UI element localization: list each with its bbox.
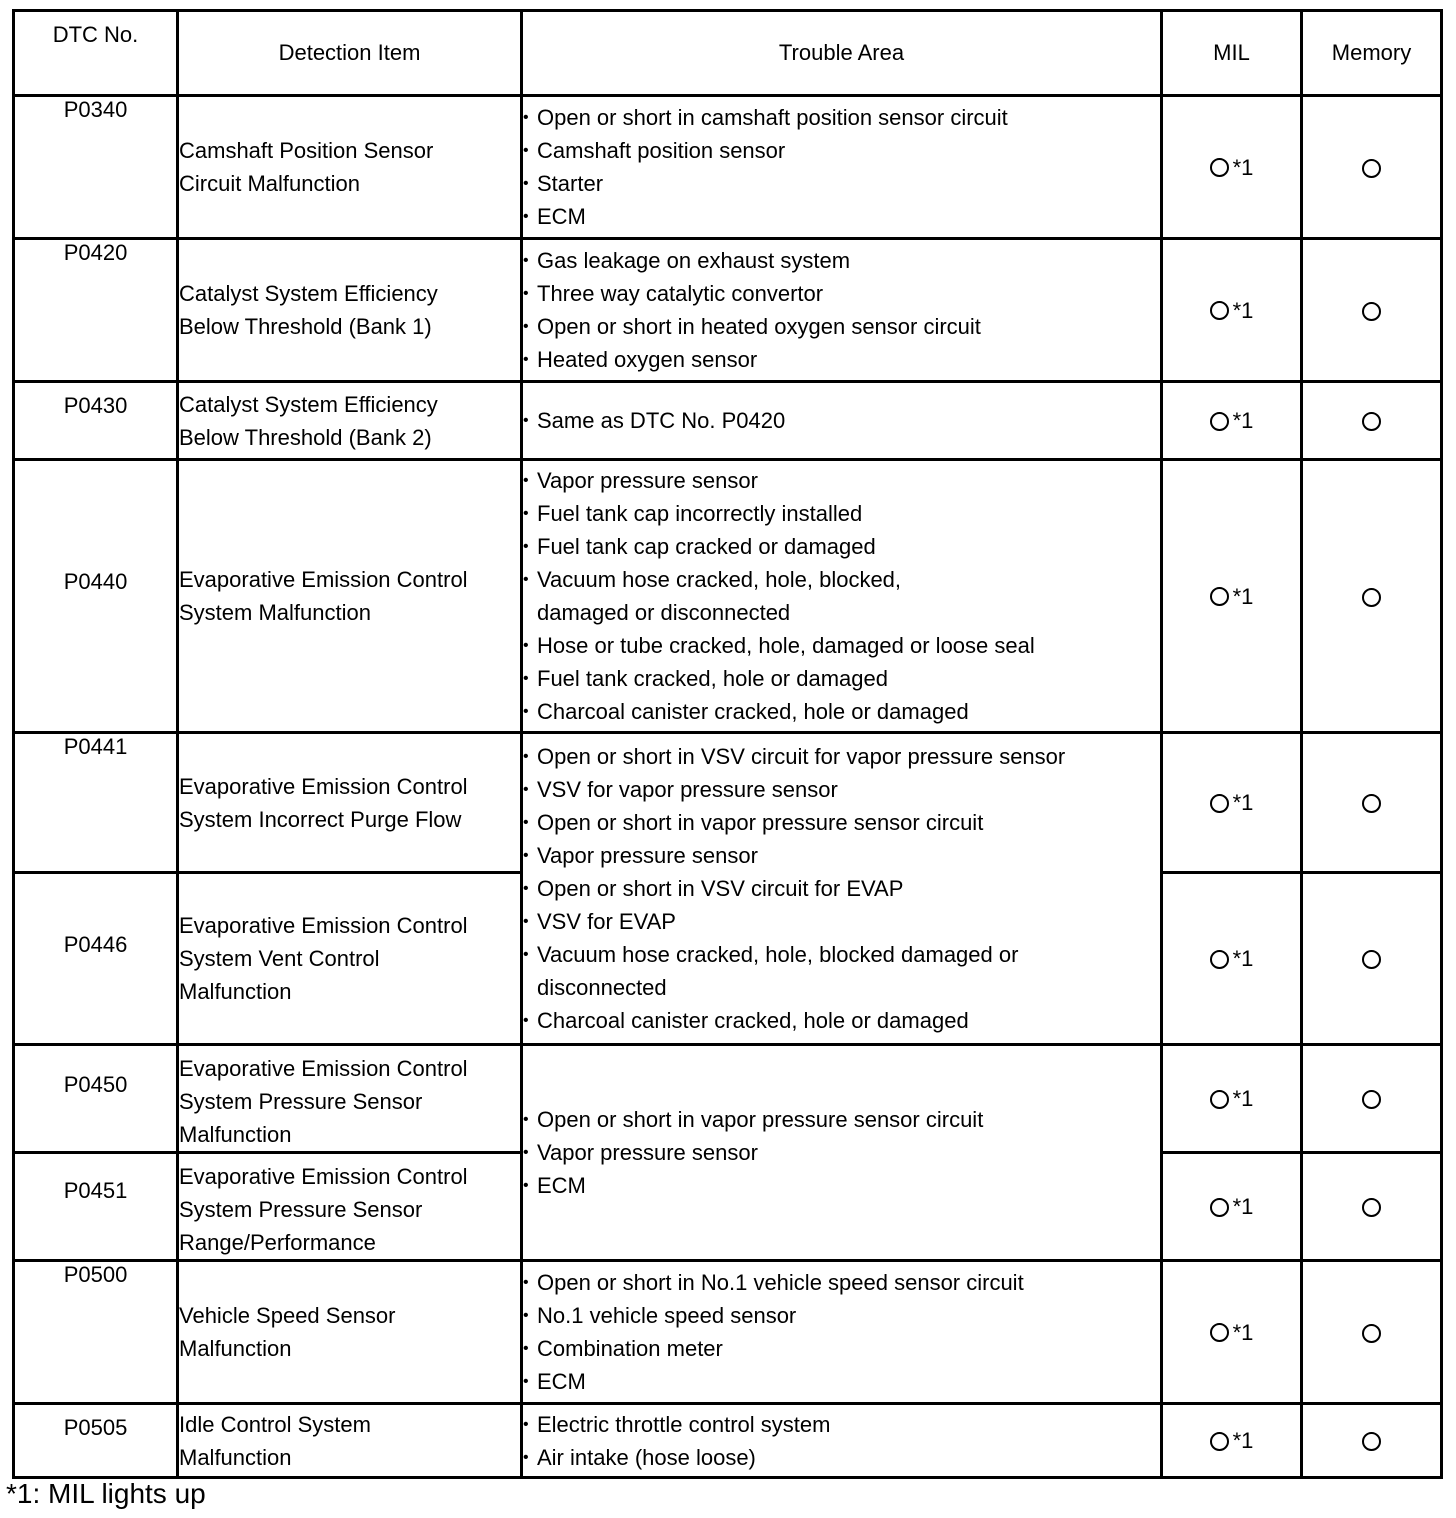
memory-cell	[1302, 382, 1442, 460]
detection-item	[178, 382, 522, 460]
mil-cell	[1162, 96, 1302, 239]
circle-icon	[1210, 794, 1229, 813]
mil-footnote-mark: *1	[1232, 297, 1254, 323]
trouble-area-item: • Combination meter	[523, 1332, 1160, 1365]
dtc-code: P0420	[14, 239, 178, 382]
trouble-area-item: • Open or short in camshaft position sensor circuit	[523, 101, 1160, 134]
circle-icon	[1362, 1090, 1381, 1109]
table-row	[14, 1045, 1442, 1153]
mil-footnote-mark: *1	[1232, 1086, 1254, 1112]
detection-item-line: Evaporative Emission Control	[179, 1164, 468, 1189]
detection-item-line: Vehicle Speed Sensor	[179, 1303, 396, 1328]
dtc-code: P0441	[14, 733, 178, 873]
table-row	[14, 1404, 1442, 1478]
trouble-area-item: • Open or short in vapor pressure sensor circuit	[523, 1103, 1160, 1136]
circle-icon	[1210, 301, 1229, 320]
mil-cell	[1162, 1153, 1302, 1261]
trouble-area-item: • Air intake (hose loose)	[523, 1441, 1160, 1474]
footnote: *1: MIL lights up	[6, 1478, 206, 1509]
mil-cell	[1162, 239, 1302, 382]
circle-icon	[1362, 302, 1381, 321]
mil-cell	[1162, 1261, 1302, 1404]
trouble-area	[522, 460, 1162, 733]
dtc-code: P0440	[14, 460, 178, 733]
trouble-area-item: • VSV for vapor pressure sensor	[523, 773, 1160, 806]
trouble-area-item: • Fuel tank cap incorrectly installed	[523, 497, 1160, 530]
trouble-area-item: • Vapor pressure sensor	[523, 839, 1160, 872]
circle-icon	[1362, 588, 1381, 607]
detection-item	[178, 733, 522, 873]
mil-cell	[1162, 382, 1302, 460]
detection-item-line: Circuit Malfunction	[179, 171, 360, 196]
mil-cell	[1162, 873, 1302, 1045]
mil-cell	[1162, 1404, 1302, 1478]
table-row	[14, 96, 1442, 239]
mil-cell	[1162, 1045, 1302, 1153]
trouble-area-item: • Open or short in VSV circuit for vapor pressure sensor	[523, 740, 1160, 773]
dtc-code: P0446	[14, 873, 178, 1045]
header-memory: Memory	[1302, 11, 1442, 96]
memory-cell	[1302, 460, 1442, 733]
circle-icon	[1210, 1323, 1229, 1342]
circle-icon	[1362, 950, 1381, 969]
detection-item-line: Malfunction	[179, 979, 292, 1004]
table-row	[14, 382, 1442, 460]
detection-item	[178, 1153, 522, 1261]
detection-item	[178, 239, 522, 382]
trouble-area-item: • No.1 vehicle speed sensor	[523, 1299, 1160, 1332]
detection-item-line: Below Threshold (Bank 1)	[179, 314, 432, 339]
dtc-code: P0340	[14, 96, 178, 239]
trouble-area-item: • Same as DTC No. P0420	[523, 404, 1160, 437]
header-dtc-no: DTC No.	[14, 11, 178, 96]
trouble-area-item: • Heated oxygen sensor	[523, 343, 1160, 376]
mil-footnote-mark: *1	[1232, 1319, 1254, 1345]
memory-cell	[1302, 733, 1442, 873]
trouble-area	[522, 1261, 1162, 1404]
trouble-area-item: • ECM	[523, 1169, 1160, 1202]
trouble-area-item: • Starter	[523, 167, 1160, 200]
circle-icon	[1362, 1432, 1381, 1451]
trouble-area-item: • Open or short in VSV circuit for EVAP	[523, 872, 1160, 905]
dtc-table	[12, 9, 1443, 1479]
trouble-area-item: • Camshaft position sensor	[523, 134, 1160, 167]
mil-footnote-mark: *1	[1232, 408, 1254, 434]
header-trouble-area: Trouble Area	[522, 11, 1162, 96]
detection-item-line: Evaporative Emission Control	[179, 567, 468, 592]
detection-item-line: Malfunction	[179, 1122, 292, 1147]
detection-item	[178, 873, 522, 1045]
detection-item-line: Catalyst System Efficiency	[179, 391, 438, 417]
trouble-area	[522, 1045, 1162, 1261]
memory-cell	[1302, 1404, 1442, 1478]
detection-item-line: Idle Control System	[179, 1411, 371, 1437]
detection-item-line: Malfunction	[179, 1444, 292, 1470]
detection-item-line: Evaporative Emission Control	[179, 1056, 468, 1081]
memory-cell	[1302, 1261, 1442, 1404]
dtc-code: P0430	[14, 382, 178, 460]
detection-item-line: Evaporative Emission Control	[179, 913, 468, 938]
trouble-area-item: • Gas leakage on exhaust system	[523, 244, 1160, 277]
mil-footnote-mark: *1	[1232, 1428, 1254, 1454]
trouble-area-item: • Open or short in heated oxygen sensor circuit	[523, 310, 1160, 343]
circle-icon	[1210, 158, 1229, 177]
trouble-area-item: • Three way catalytic convertor	[523, 277, 1160, 310]
detection-item	[178, 96, 522, 239]
circle-icon	[1210, 1432, 1229, 1451]
trouble-area	[522, 239, 1162, 382]
detection-item	[178, 1045, 522, 1153]
dtc-code: P0451	[14, 1153, 178, 1261]
table-row	[14, 239, 1442, 382]
dtc-code: P0450	[14, 1045, 178, 1153]
trouble-area-item: • Hose or tube cracked, hole, damaged or loose seal	[523, 629, 1160, 662]
header-row	[14, 11, 1442, 96]
detection-item-line: System Pressure Sensor	[179, 1197, 423, 1222]
detection-item	[178, 1404, 522, 1478]
detection-item-line: Catalyst System Efficiency	[179, 281, 438, 306]
table-row	[14, 733, 1442, 873]
table-row	[14, 1261, 1442, 1404]
circle-icon	[1362, 412, 1381, 431]
detection-item	[178, 1261, 522, 1404]
detection-item-line: System Pressure Sensor	[179, 1089, 423, 1114]
trouble-area-item: • Vapor pressure sensor	[523, 464, 1160, 497]
trouble-area-item: • Charcoal canister cracked, hole or damaged	[523, 695, 1160, 728]
memory-cell	[1302, 1153, 1442, 1261]
circle-icon	[1210, 950, 1229, 969]
circle-icon	[1210, 1090, 1229, 1109]
memory-cell	[1302, 873, 1442, 1045]
detection-item-line: Malfunction	[179, 1336, 292, 1361]
trouble-area-item: • Vacuum hose cracked, hole, blocked damaged or disconnected	[523, 938, 1160, 1004]
dtc-code: P0500	[14, 1261, 178, 1404]
trouble-area-item: • ECM	[523, 200, 1160, 233]
circle-icon	[1210, 1198, 1229, 1217]
trouble-area	[522, 733, 1162, 1045]
detection-item-line: Camshaft Position Sensor	[179, 138, 434, 163]
trouble-area-item: • Fuel tank cracked, hole or damaged	[523, 662, 1160, 695]
memory-cell	[1302, 1045, 1442, 1153]
mil-footnote-mark: *1	[1232, 154, 1254, 180]
trouble-area	[522, 382, 1162, 460]
trouble-area-item: • Fuel tank cap cracked or damaged	[523, 530, 1160, 563]
circle-icon	[1210, 412, 1229, 431]
detection-item-line: System Malfunction	[179, 600, 371, 625]
mil-footnote-mark: *1	[1232, 583, 1254, 609]
trouble-area-item: • VSV for EVAP	[523, 905, 1160, 938]
mil-footnote-mark: *1	[1232, 946, 1254, 972]
trouble-area-item: • Vacuum hose cracked, hole, blocked, damaged or disconnected	[523, 563, 1160, 629]
header-detection-item: Detection Item	[178, 11, 522, 96]
trouble-area-item: • Open or short in No.1 vehicle speed sensor circuit	[523, 1266, 1160, 1299]
detection-item-line: System Vent Control	[179, 946, 380, 971]
memory-cell	[1302, 96, 1442, 239]
circle-icon	[1362, 794, 1381, 813]
circle-icon	[1362, 1324, 1381, 1343]
table-row	[14, 460, 1442, 733]
detection-item-line: System Incorrect Purge Flow	[179, 806, 462, 832]
mil-footnote-mark: *1	[1232, 790, 1254, 816]
mil-footnote-mark: *1	[1232, 1194, 1254, 1220]
trouble-area	[522, 96, 1162, 239]
detection-item-line: Range/Performance	[179, 1230, 376, 1255]
detection-item-line: Evaporative Emission Control	[179, 773, 468, 799]
trouble-area-item: • Charcoal canister cracked, hole or damaged	[523, 1004, 1160, 1037]
trouble-area	[522, 1404, 1162, 1478]
header-mil: MIL	[1162, 11, 1302, 96]
memory-cell	[1302, 239, 1442, 382]
mil-cell	[1162, 733, 1302, 873]
dtc-code: P0505	[14, 1404, 178, 1478]
circle-icon	[1362, 159, 1381, 178]
trouble-area-item: • Open or short in vapor pressure sensor circuit	[523, 806, 1160, 839]
circle-icon	[1210, 587, 1229, 606]
detection-item	[178, 460, 522, 733]
trouble-area-item: • ECM	[523, 1365, 1160, 1398]
circle-icon	[1362, 1198, 1381, 1217]
mil-cell	[1162, 460, 1302, 733]
trouble-area-item: • Electric throttle control system	[523, 1408, 1160, 1441]
detection-item-line: Below Threshold (Bank 2)	[179, 424, 432, 450]
trouble-area-item: • Vapor pressure sensor	[523, 1136, 1160, 1169]
